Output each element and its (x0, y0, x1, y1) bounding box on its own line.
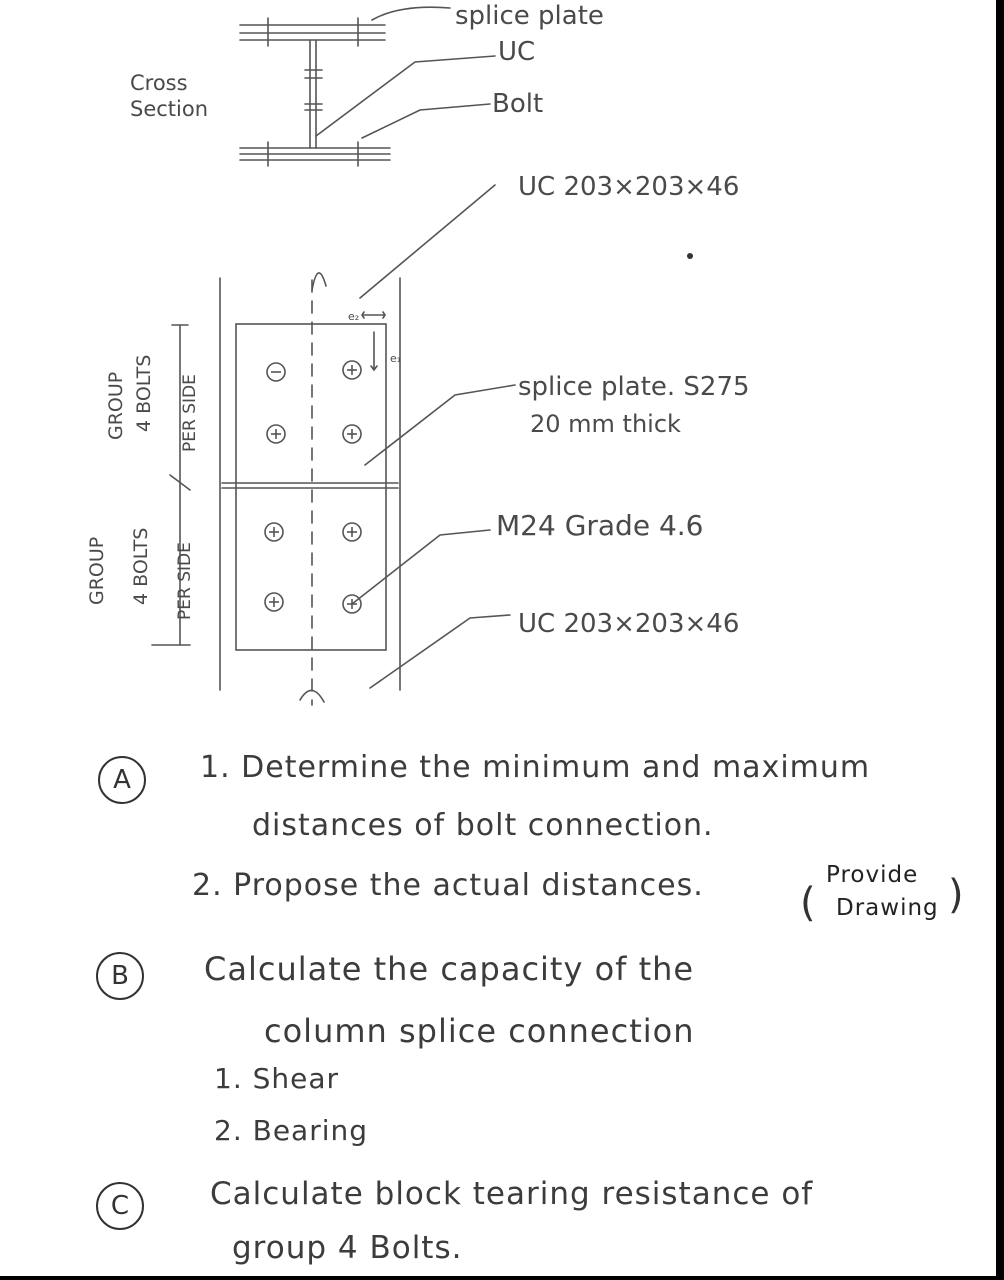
leader-uc-upper (360, 185, 495, 298)
bolt-icon (267, 425, 285, 443)
question-b-sub1: 1. Shear (214, 1062, 340, 1095)
group-upper-side-label (180, 374, 200, 452)
cross-section-label-line2: Section (130, 97, 209, 121)
question-b-sub2: 2. Bearing (214, 1114, 369, 1147)
group-lower-label (86, 528, 152, 605)
question-c-line1: Calculate block tearing resistance of (210, 1176, 814, 1212)
question-a-note-close-paren: ) (948, 872, 965, 918)
question-a-note-open-paren: ( (800, 880, 817, 926)
bolt-icon (343, 361, 361, 379)
splice-plate-spec-line1: splice plate. S275 (518, 372, 750, 402)
dim-e1-label: e₁ (390, 352, 402, 365)
bolt-icon (267, 363, 285, 381)
splice-plate-spec-line2: 20 mm thick (530, 410, 681, 438)
bolt-spec-label: M24 Grade 4.6 (496, 509, 704, 542)
svg-text:4 BOLTS: 4 BOLTS (133, 354, 155, 432)
group-upper-label (105, 355, 155, 440)
question-c-line2: group 4 Bolts. (232, 1230, 463, 1266)
leader-splice-plate-spec (365, 385, 515, 465)
bolt-icon (265, 523, 283, 541)
group-lower-side-label (175, 542, 195, 620)
svg-text:GROUP: GROUP (86, 536, 108, 605)
uc-top-label: UC (498, 37, 536, 67)
svg-text:4 BOLTS: 4 BOLTS (130, 527, 152, 605)
bolt-label: Bolt (492, 89, 544, 119)
uc-lower-label: UC 203×203×46 (518, 609, 740, 639)
question-b-line2: column splice connection (264, 1012, 695, 1050)
bolt-icon (343, 523, 361, 541)
dim-e1-arrow (371, 332, 377, 370)
svg-text:PER SIDE: PER SIDE (180, 374, 200, 452)
splice-plate-outline (236, 324, 386, 650)
svg-text:PER SIDE: PER SIDE (175, 542, 195, 620)
question-a-item1-line1: 1. Determine the minimum and maximum (200, 750, 871, 785)
ink-dot (687, 253, 693, 259)
cross-section-figure (240, 7, 495, 166)
uc-upper-label: UC 203×203×46 (518, 172, 740, 202)
leader-splice-plate-top (372, 7, 450, 20)
bolt-icon (343, 425, 361, 443)
question-a-marker: A (98, 756, 146, 804)
question-a-note-line2: Drawing (836, 895, 939, 921)
svg-text:GROUP: GROUP (105, 371, 127, 440)
question-b-marker: B (96, 952, 144, 1000)
splice-plate-top-label: splice plate (455, 1, 604, 31)
question-b-line1: Calculate the capacity of the (204, 950, 695, 988)
bolt-group (265, 361, 361, 613)
leader-bolt (362, 104, 490, 138)
question-c-marker: C (96, 1182, 144, 1230)
bolt-icon (265, 593, 283, 611)
cross-section-label-line1: Cross (130, 71, 188, 95)
question-a-item2: 2. Propose the actual distances. (192, 868, 704, 903)
leader-uc-top (316, 56, 495, 136)
bolt-icon (343, 595, 361, 613)
question-a-item1-line2: distances of bolt connection. (252, 808, 714, 843)
dim-e2-label: e₂ (348, 310, 360, 323)
question-a-note-line1: Provide (826, 862, 919, 888)
elevation-figure (152, 185, 515, 705)
break-mark-top (312, 273, 326, 290)
leader-uc-lower (370, 615, 510, 688)
dim-e2-arrow (362, 312, 385, 318)
leader-bolt-spec (352, 530, 490, 604)
